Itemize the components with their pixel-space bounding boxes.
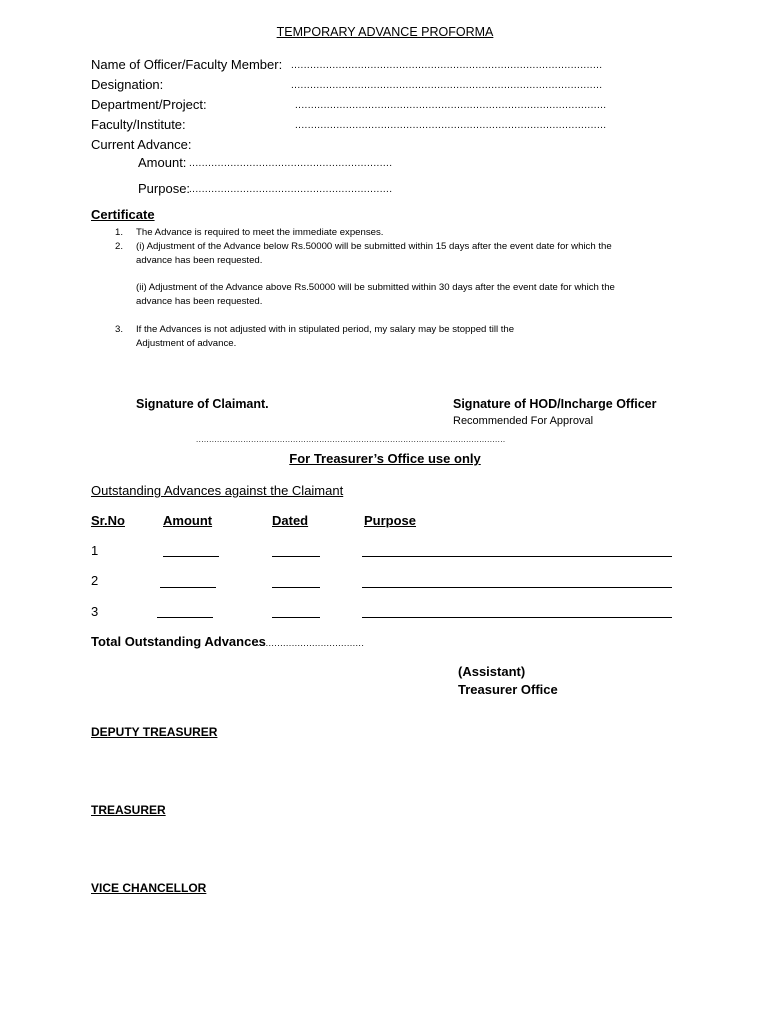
purpose-blank[interactable] [362,617,672,618]
dated-blank[interactable] [272,617,320,618]
department-label: Department/Project: [91,97,207,112]
deputy-treasurer-label: DEPUTY TREASURER [91,725,218,739]
col-srno: Sr.No [91,513,125,528]
col-purpose: Purpose [364,513,417,528]
recommended-text: Recommended For Approval [453,415,594,427]
certificate-item-2-ii: (ii) Adjustment of the Advance above Rs.50000 will be submitted within 30 days after the event date for which the [136,282,615,293]
row-number: 3 [91,604,99,619]
amount-label: Amount: [138,155,187,170]
department-field[interactable]: .................................................................................................. [295,100,607,111]
claimant-signature-label: Signature of Claimant. [136,397,269,411]
designation-field[interactable]: .................................................................................................. [291,80,603,91]
certificate-item-3: If the Advances is not adjusted with in stipulated period, my salary may be stopped till the [136,324,515,335]
hod-signature-label: Signature of HOD/Incharge Officer [453,397,657,411]
row-number: 1 [91,543,99,558]
certificate-heading: Certificate [91,207,155,222]
certificate-item-2-ii-cont: advance has been requested. [136,296,263,307]
list-number: 3. [115,324,124,335]
purpose-blank[interactable] [362,556,672,557]
treasurer-heading: For Treasurer’s Office use only [289,451,481,466]
dated-blank[interactable] [272,587,320,588]
faculty-field[interactable]: .................................................................................................. [295,120,607,131]
designation-label: Designation: [91,77,164,92]
dated-blank[interactable] [272,556,320,557]
amount-blank[interactable] [157,617,213,618]
certificate-item-1: The Advance is required to meet the immediate expenses. [136,227,384,238]
amount-field[interactable]: ................................................................ [189,158,392,169]
purpose-label: Purpose: [138,181,191,196]
list-number: 2. [115,241,124,252]
certificate-item-3-cont: Adjustment of advance. [136,338,237,349]
faculty-label: Faculty/Institute: [91,117,186,132]
name-label: Name of Officer/Faculty Member: [91,57,283,72]
purpose-field[interactable]: ................................................................ [189,184,393,195]
total-outstanding-label: Total Outstanding Advances [91,634,266,649]
certificate-item-2-i: (i) Adjustment of the Advance below Rs.50000 will be submitted within 15 days after the event date for which the [136,241,612,252]
col-dated: Dated [272,513,309,528]
outstanding-heading: Outstanding Advances against the Claimant [91,483,344,498]
row-number: 2 [91,573,99,588]
col-amount: Amount [163,513,213,528]
current-advance-label: Current Advance: [91,137,192,152]
treasurer-office-label: Treasurer Office [458,682,558,697]
name-field[interactable]: .................................................................................................. [291,60,603,71]
vice-chancellor-label: VICE CHANCELLOR [91,881,207,895]
assistant-label: (Assistant) [458,664,526,679]
purpose-blank[interactable] [362,587,672,588]
certificate-item-2-i-cont: advance has been requested. [136,255,263,266]
total-outstanding-field[interactable]: ...................................... [254,638,365,648]
divider-dots: ...................................................................................................................... [196,435,506,444]
page-title: TEMPORARY ADVANCE PROFORMA [276,25,494,39]
list-number: 1. [115,227,124,238]
treasurer-label: TREASURER [91,803,166,817]
amount-blank[interactable] [163,556,219,557]
amount-blank[interactable] [160,587,216,588]
